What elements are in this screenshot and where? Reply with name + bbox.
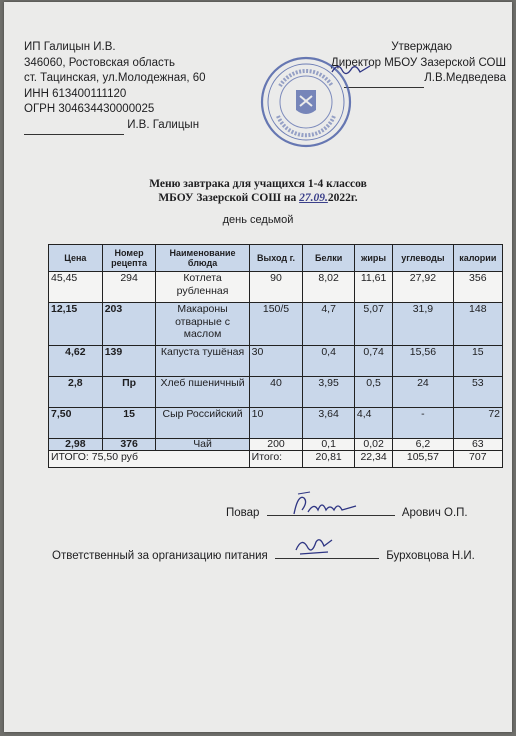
cell-dish: Котлета рубленная <box>156 272 249 303</box>
cell-recipe: 203 <box>102 303 156 346</box>
cook-line <box>226 504 468 519</box>
table-row <box>49 346 503 377</box>
cell-output: 150/5 <box>249 303 303 346</box>
cell-price: 4,62 <box>49 346 103 377</box>
approve-label: Утверждаю <box>391 41 452 53</box>
cell-protein: 4,7 <box>303 303 355 346</box>
org-signer-line <box>24 118 206 135</box>
cell-carbs: 15,56 <box>393 346 453 377</box>
cell-output: 40 <box>249 377 303 408</box>
responsible-label: Ответственный за организацию питания <box>52 550 268 562</box>
total-carbs: 105,57 <box>393 451 453 468</box>
cook-name: Арович О.П. <box>401 507 468 519</box>
cell-protein: 3,95 <box>303 377 355 408</box>
menu-date: 27.09. <box>299 192 328 204</box>
cell-price: 7,50 <box>49 408 103 439</box>
org-address-region: 346060, Ростовская область <box>24 56 176 69</box>
col-header: калории <box>453 245 502 272</box>
menu-title: Меню завтрака для учащихся 1-4 классов <box>149 178 367 190</box>
school-name: МБОУ Зазерской СОШ на <box>158 192 300 204</box>
responsible-line <box>52 547 475 562</box>
cell-dish: Чай <box>156 439 249 451</box>
cell-output: 90 <box>249 272 303 303</box>
director-name: Л.В.Медведева <box>424 72 506 85</box>
cell-recipe: 15 <box>102 408 156 439</box>
col-header: Белки <box>303 245 355 272</box>
cell-fat: 5,07 <box>354 303 392 346</box>
cell-recipe: 376 <box>102 439 156 451</box>
menu-table <box>48 244 503 468</box>
menu-day: день седьмой <box>222 214 294 226</box>
cell-fat: 0,5 <box>354 377 392 408</box>
total-label: ИТОГО: 75,50 руб <box>49 451 250 468</box>
cell-price: 2,98 <box>49 439 103 451</box>
cell-dish: Капуста тушёная <box>156 346 249 377</box>
signature-blank <box>275 547 379 559</box>
org-block <box>24 40 206 135</box>
cell-fat: 0,02 <box>354 439 392 451</box>
cell-protein: 0,4 <box>303 346 355 377</box>
col-header: жиры <box>354 245 392 272</box>
cell-carbs: 24 <box>393 377 453 408</box>
org-ogrn: ОГРН 304634430000025 <box>24 103 155 116</box>
cell-kcal: 63 <box>453 439 502 451</box>
cell-output: 10 <box>249 408 303 439</box>
cell-kcal: 72 <box>453 408 502 439</box>
cell-carbs: - <box>393 408 453 439</box>
cell-fat: 11,61 <box>354 272 392 303</box>
director-signature <box>330 58 376 80</box>
cell-carbs: 31,9 <box>393 303 453 346</box>
table-header-row <box>49 245 503 272</box>
table-row <box>49 377 503 408</box>
total-itogo: Итого: <box>249 451 303 468</box>
org-signer: И.В. Галицын <box>127 118 200 131</box>
table-row <box>49 439 503 451</box>
col-header: углеводы <box>393 245 453 272</box>
signature-blank <box>267 504 395 516</box>
cell-protein: 8,02 <box>303 272 355 303</box>
cell-protein: 0,1 <box>303 439 355 451</box>
cell-recipe: 294 <box>102 272 156 303</box>
table-row <box>49 272 503 303</box>
responsible-name: Бурховцова Н.И. <box>386 550 475 562</box>
cell-fat: 0,74 <box>354 346 392 377</box>
cook-label: Повар <box>226 507 260 519</box>
cell-output: 200 <box>249 439 303 451</box>
table-row <box>49 303 503 346</box>
total-fat: 22,34 <box>354 451 392 468</box>
col-header: Выход г. <box>249 245 303 272</box>
cell-recipe: Пр <box>102 377 156 408</box>
cell-price: 45,45 <box>49 272 103 303</box>
org-name: ИП Галицын И.В. <box>24 41 116 53</box>
cell-price: 12,15 <box>49 303 103 346</box>
cell-protein: 3,64 <box>303 408 355 439</box>
cell-recipe: 139 <box>102 346 156 377</box>
cell-carbs: 6,2 <box>393 439 453 451</box>
director-title: Директор МБОУ Зазерской СОШ <box>330 56 506 69</box>
table-total-row <box>49 451 503 468</box>
cell-kcal: 148 <box>453 303 502 346</box>
col-header: Наименование блюда <box>156 245 249 272</box>
col-header: Цена <box>49 245 103 272</box>
cell-kcal: 53 <box>453 377 502 408</box>
signature-blank <box>24 118 124 135</box>
cell-dish: Хлеб пшеничный <box>156 377 249 408</box>
table-row <box>49 408 503 439</box>
cell-kcal: 15 <box>453 346 502 377</box>
document-page <box>4 2 512 732</box>
total-kcal: 707 <box>453 451 502 468</box>
org-inn: ИНН 613400111120 <box>24 87 127 100</box>
cell-output: 30 <box>249 346 303 377</box>
menu-year: 2022г. <box>327 192 358 204</box>
cell-price: 2,8 <box>49 377 103 408</box>
cell-dish: Сыр Российский <box>156 408 249 439</box>
menu-subtitle <box>4 192 512 204</box>
cell-kcal: 356 <box>453 272 502 303</box>
cell-carbs: 27,92 <box>393 272 453 303</box>
cell-fat: 4,4 <box>354 408 392 439</box>
col-header: Номер рецепта <box>102 245 156 272</box>
org-address-street: ст. Тацинская, ул.Молодежная, 60 <box>24 72 206 85</box>
cell-dish: Макароны отварные с маслом <box>156 303 249 346</box>
total-protein: 20,81 <box>303 451 355 468</box>
